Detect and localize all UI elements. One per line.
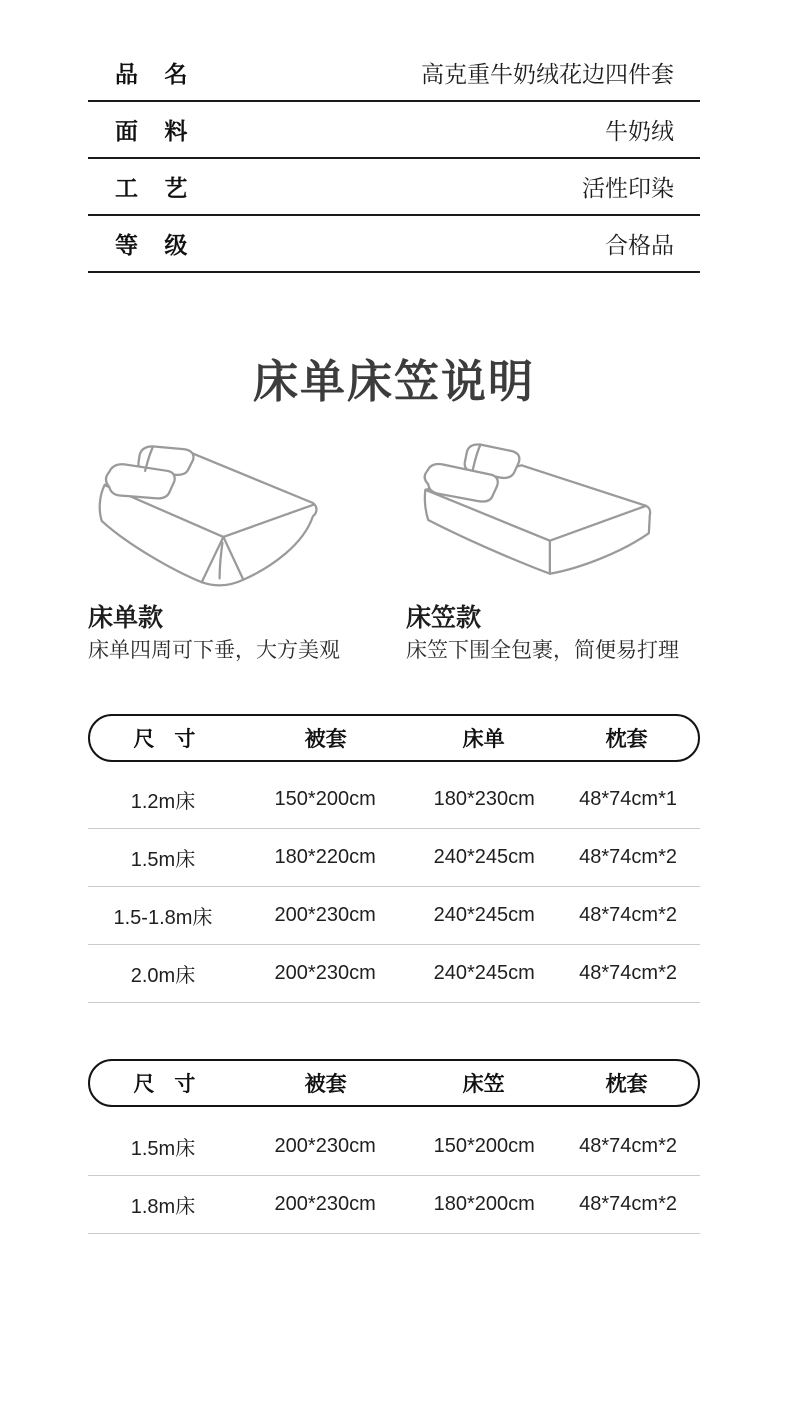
column-header-pillowcase: 枕套	[605, 728, 648, 751]
cell-bed-size: 1.5m床	[130, 849, 196, 871]
bed-style-name: 床笠款	[406, 604, 482, 632]
bed-style-card-flat-sheet	[88, 437, 382, 664]
bed-style-card-fitted-sheet	[406, 437, 700, 664]
table-row	[88, 945, 700, 1003]
cell-sheet-size: 180*230cm	[433, 788, 535, 810]
cell-pillow-size: 48*74cm*1	[579, 788, 677, 810]
spec-label: 面 料	[115, 118, 189, 144]
column-header-duvet-cover: 被套	[304, 728, 347, 751]
table-row	[88, 887, 700, 945]
size-table-header	[88, 1059, 700, 1107]
spec-label: 品 名	[115, 61, 189, 87]
cell-duvet-size: 200*230cm	[274, 904, 376, 926]
size-table-body	[88, 771, 700, 1003]
cell-duvet-size: 200*230cm	[274, 962, 376, 984]
cell-pillow-size: 48*74cm*2	[579, 904, 677, 926]
fitted-sheet-bed-illustration	[406, 437, 656, 602]
cell-sheet-size: 240*245cm	[433, 962, 535, 984]
cell-bed-size: 1.8m床	[130, 1196, 196, 1218]
cell-fitted-size: 180*200cm	[433, 1193, 535, 1215]
size-table-header	[88, 714, 700, 762]
column-header-pillowcase: 枕套	[605, 1073, 648, 1096]
cell-bed-size: 1.2m床	[130, 791, 196, 813]
spec-row-craft	[88, 159, 700, 216]
column-header-fitted-sheet: 床笠	[462, 1073, 505, 1096]
spec-value: 牛奶绒	[605, 118, 674, 144]
cell-pillow-size: 48*74cm*2	[579, 1193, 677, 1215]
section-title: 床单床笠说明	[252, 356, 535, 407]
spec-label: 等 级	[115, 232, 189, 258]
column-header-size: 尺 寸	[133, 1073, 196, 1096]
table-row	[88, 829, 700, 887]
column-header-flat-sheet: 床单	[462, 728, 505, 751]
cell-bed-size: 1.5m床	[130, 1138, 196, 1160]
cell-pillow-size: 48*74cm*2	[579, 1135, 677, 1157]
product-spec-table	[88, 45, 700, 273]
size-table-sheet	[88, 714, 700, 1003]
bed-style-description: 床单四周可下垂，大方美观	[88, 639, 340, 662]
spec-row-fabric	[88, 102, 700, 159]
column-header-size: 尺 寸	[133, 728, 196, 751]
bed-style-description: 床笠下围全包裹，简便易打理	[406, 639, 679, 662]
cell-fitted-size: 150*200cm	[433, 1135, 535, 1157]
table-row	[88, 1176, 700, 1234]
cell-duvet-size: 200*230cm	[274, 1193, 376, 1215]
cell-sheet-size: 240*245cm	[433, 904, 535, 926]
spec-value: 合格品	[605, 232, 674, 258]
size-table-fitted-sheet	[88, 1059, 700, 1234]
spec-value: 高克重牛奶绒花边四件套	[421, 61, 674, 87]
size-table-body	[88, 1118, 700, 1234]
flat-sheet-bed-illustration	[88, 437, 338, 602]
cell-pillow-size: 48*74cm*2	[579, 962, 677, 984]
bed-style-guide	[88, 437, 700, 664]
cell-pillow-size: 48*74cm*2	[579, 846, 677, 868]
bed-style-name: 床单款	[88, 604, 164, 632]
spec-value: 活性印染	[582, 175, 674, 201]
table-row	[88, 771, 700, 829]
product-description-page	[88, 45, 700, 1234]
cell-bed-size: 2.0m床	[130, 965, 196, 987]
cell-duvet-size: 150*200cm	[274, 788, 376, 810]
cell-duvet-size: 200*230cm	[274, 1135, 376, 1157]
cell-sheet-size: 240*245cm	[433, 846, 535, 868]
column-header-duvet-cover: 被套	[304, 1073, 347, 1096]
cell-duvet-size: 180*220cm	[274, 846, 376, 868]
spec-row-grade	[88, 216, 700, 273]
spec-label: 工 艺	[115, 175, 189, 201]
spec-row-product-name	[88, 45, 700, 102]
table-row	[88, 1118, 700, 1176]
cell-bed-size: 1.5-1.8m床	[113, 907, 213, 929]
